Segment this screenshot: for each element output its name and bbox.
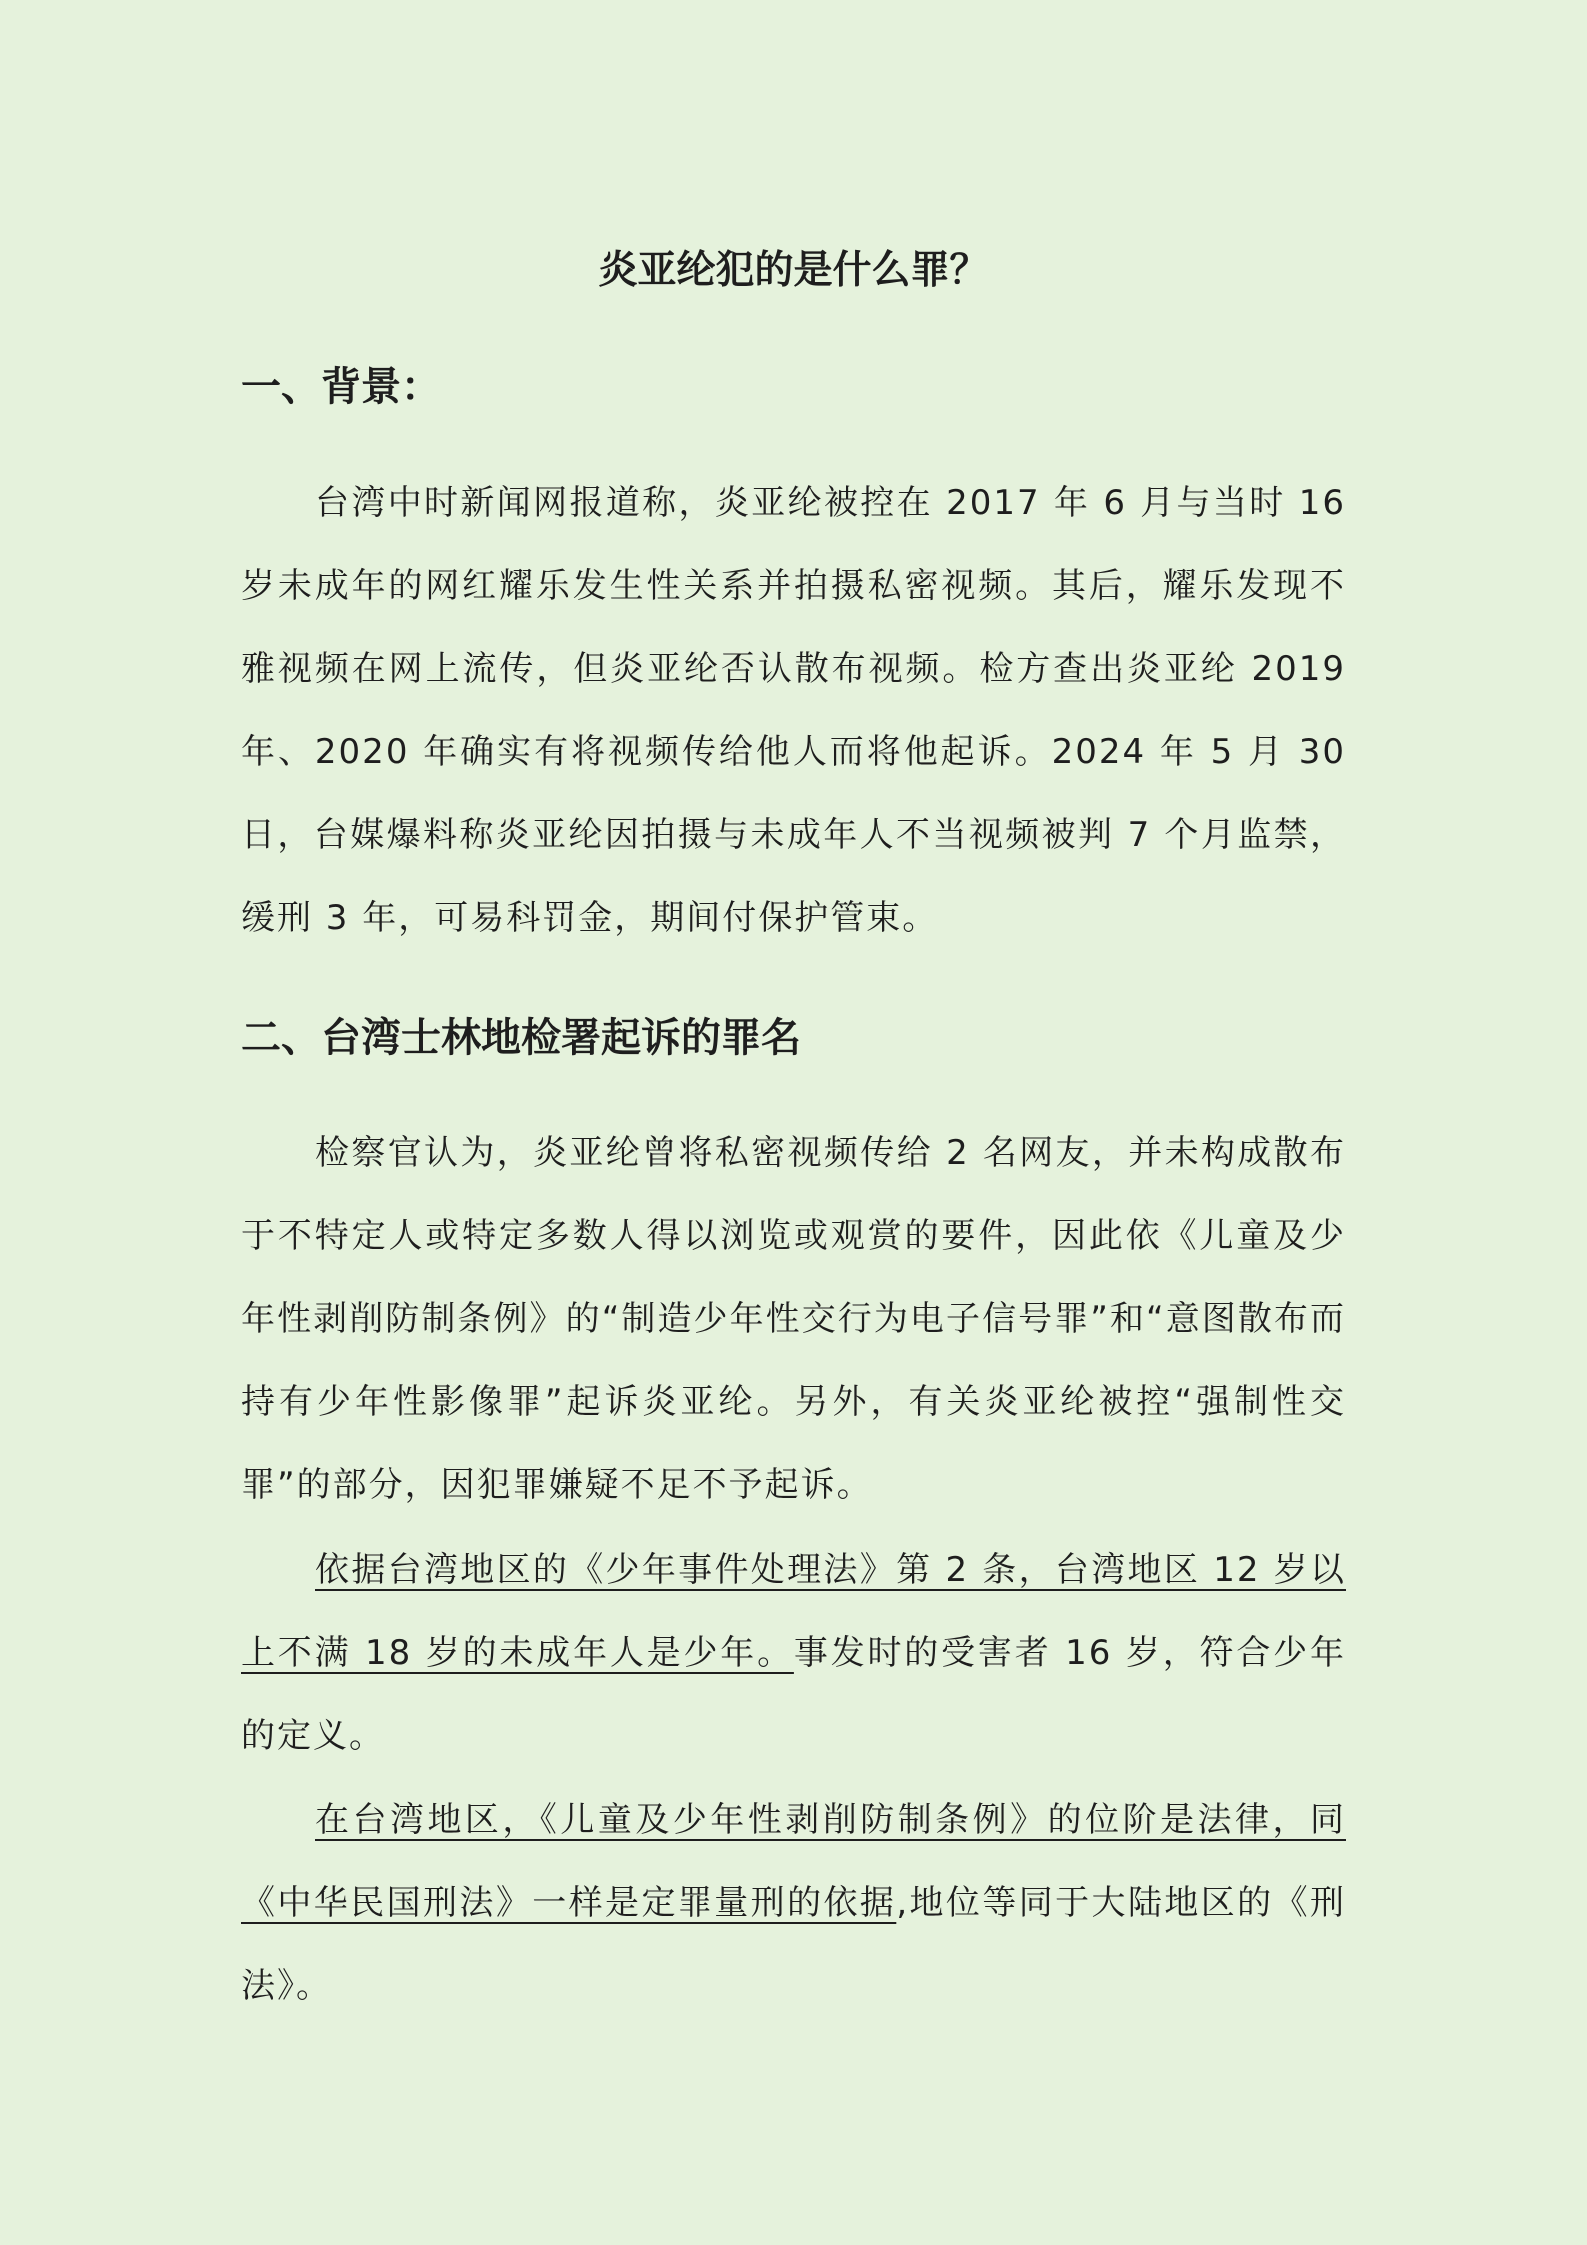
juvenile-definition-rest: 事发时的受害者 16 岁，符合少年的定义。 xyxy=(241,1633,1346,1756)
juvenile-definition-paragraph xyxy=(241,1529,1346,1778)
section-heading-background: 一、背景： xyxy=(241,363,441,410)
document-title: 炎亚纶犯的是什么罪？ xyxy=(598,248,989,293)
juvenile-definition-underlined: 依据台湾地区的《少年事件处理法》第 2 条，台湾地区 12 岁以上不满 18 岁的未成年人是少年。 xyxy=(241,1550,1346,1673)
legal-status-rest: ,地位等同于大陆地区的《刑法》。 xyxy=(241,1883,1346,2006)
background-paragraph: 台湾中时新闻网报道称，炎亚纶被控在 2017 年 6 月与当时 16 岁未成年的网红耀乐发生性关系并拍摄私密视频。其后，耀乐发现不雅视频在网上流传，但炎亚纶否认散布视频。检方查出炎亚纶 2019 年、2020 年确实有将视频传给他人而将他起诉。2024 年 5 月 30 日，台媒爆料称炎亚纶因拍摄与未成年人不当视频被判 7 个月监禁，缓刑 3 年，可易科罚金，期间付保护管束。 xyxy=(241,483,1346,938)
charges-paragraph: 检察官认为，炎亚纶曾将私密视频传给 2 名网友，并未构成散布于不特定人或特定多数人得以浏览或观赏的要件，因此依《儿童及少年性剥削防制条例》的“制造少年性交行为电子信号罪”和“意图散布而持有少年性影像罪”起诉炎亚纶。另外，有关炎亚纶被控“强制性交罪”的部分，因犯罪嫌疑不足不予起诉。 xyxy=(241,1133,1346,1505)
legal-status-paragraph xyxy=(241,1779,1346,2028)
legal-status-underlined: 在台湾地区，《儿童及少年性剥削防制条例》的位阶是法律，同《中华民国刑法》一样是定罪量刑的依据 xyxy=(241,1800,1346,1923)
section-heading-charges: 二、台湾士林地检署起诉的罪名 xyxy=(241,1014,801,1061)
